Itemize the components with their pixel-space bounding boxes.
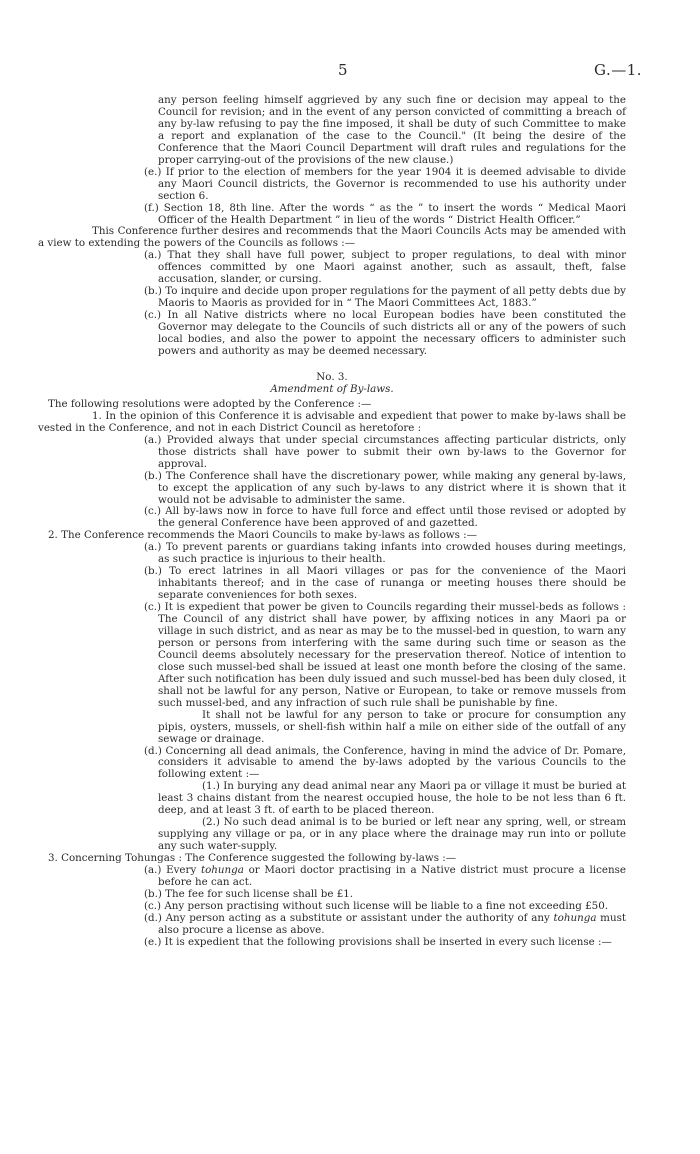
list-item: (b.) To erect latrines in all Maori villages or pas for the convenience of the Maori inhabitants thereof; and in the case of runanga or meeting houses there should be separate conveniences for both sexes.	[144, 565, 626, 602]
section-number: No. 3.	[316, 370, 348, 383]
text-run: (a.) Every	[144, 864, 201, 877]
list-item: (f.) Section 18, 8th line. After the words “ as the ” to insert the words “ Medical Maori Officer of the Health Department ” in lieu of the words “ District Health Officer.”	[144, 201, 626, 226]
text-run: must also procure a license as above.	[158, 911, 626, 936]
list-item: (b.) The fee for such license shall be £1.	[144, 887, 354, 900]
page-number: 5	[338, 61, 348, 79]
list-item: (a.) To prevent parents or guardians taking infants into crowded houses during meetings, as such practice is injurious to their health.	[144, 541, 626, 566]
numbered-paragraph: The following resolutions were adopted by the Conference :—	[48, 397, 372, 410]
list-item: (a.) Provided always that under special circumstances affecting particular districts, only those districts shall have power to submit their own by-laws to the Governor for approval.	[144, 433, 626, 470]
numbered-paragraph: 2. The Conference recommends the Maori Councils to make by-laws as follows :—	[48, 529, 477, 542]
paragraph: This Conference further desires and recommends that the Maori Councils Acts may be amended with a view to extending the powers of the Councils as follows :—	[38, 225, 626, 250]
list-item: (c.) Any person practising without such license will be liable to a fine not exceeding £50.	[144, 899, 609, 912]
list-item: (d.) Concerning all dead animals, the Conference, having in mind the advice of Dr. Pomare, considers it advisable to amend the by-laws adopted by the various Councils to the following extent :—	[144, 744, 626, 781]
sub-paragraph: It shall not be lawful for any person to take or procure for consumption any pipis, oysters, mussels, or shell-fish within half a mile on either side of the outfall of any sewage or drainage.	[158, 708, 626, 745]
italic-term: tohunga	[553, 911, 597, 924]
list-item	[38, 865, 626, 889]
sub-paragraph: (2.) No such dead animal is to be buried or left near any spring, well, or stream supplying any village or pa, or in any place where the drainage may run into or pollute any such water-supply.	[158, 816, 626, 853]
section-title	[38, 384, 626, 396]
numbered-paragraph: 3. Concerning Tohungas : The Conference suggested the following by-laws :—	[48, 852, 457, 865]
list-item: (b.) The Conference shall have the discretionary power, while making any general by-laws, to except the application of any such by-laws to any district where it is shown that it would not be advisable to administer the same.	[144, 469, 626, 506]
continued-paragraph: any person feeling himself aggrieved by any such fine or decision may appeal to the Council for revision; and in the event of any person convicted of committing a breach of any by-law refusing to pay the fine imposed, it shall be duty of such Committee to make a report and explanation of the case to the Council." (It being the desire of the Conference that the Maori Council Department will draft rules and regulations for the proper carrying-out of the provisions of the new clause.)	[158, 94, 626, 166]
document-body	[38, 95, 626, 949]
text-run: (d.) Any person acting as a substitute or assistant under the authority of any	[144, 911, 554, 924]
list-item: (b.) To inquire and decide upon proper regulations for the payment of all petty debts due by Maoris to Maoris as provided for in “ The Maori Committees Act, 1883.”	[144, 285, 626, 310]
paragraph: 1. In the opinion of this Conference it is advisable and expedient that power to make by-laws shall be vested in the Conference, and not in each District Council as heretofore :	[38, 409, 626, 434]
italic-term: tohunga	[200, 864, 244, 877]
list-item	[38, 913, 626, 937]
list-item: (c.) In all Native districts where no local European bodies have been constituted the Governor may delegate to the Councils of such districts all or any of the powers of such local bodies, and also the power to appoint the necessary officers to administer such powers and authority as may be deemed necessary.	[144, 309, 626, 358]
section-title-text: Amendment of By-laws.	[270, 382, 394, 395]
sub-paragraph: (1.) In burying any dead animal near any Maori pa or village it must be buried at least 3 chains distant from the nearest occupied house, the hole to be not less than 6 ft. deep, and at least 3 ft. of earth to be placed thereon.	[158, 780, 626, 817]
text-run: or Maori doctor practising in a Native district must procure a license before he can act.	[158, 864, 626, 888]
list-item: (c.) It is expedient that power be given to Councils regarding their mussel-beds as follows : The Council of any district shall have power, by affixing notices in any Maori pa or village in such district, and as near as may be to the mussel-bed in question, to warn any person or persons from interfering with the same during such time or season as the Council deems absolutely necessary for the preservation thereof. Notice of intention to close such mussel-bed shall be issued at least one month before the closing of the same. After such notification has been duly issued and such mussel-bed has been duly closed, it shall not be lawful for any person, Native or European, to take or remove mussels from such mussel-bed, and any infraction of such rule shall be punishable by fine.	[144, 601, 626, 709]
list-item: (e.) It is expedient that the following provisions shall be inserted in every such license :—	[144, 935, 612, 948]
list-item: (a.) That they shall have full power, subject to proper regulations, to deal with minor offences committed by one Maori against another, such as assault, theft, false accusation, slander, or cursing.	[144, 249, 626, 286]
list-item: (e.) If prior to the election of members for the year 1904 it is deemed advisable to divide any Maori Council districts, the Governor is recommended to use his authority under section 6.	[144, 165, 626, 202]
list-item: (c.) All by-laws now in force to have full force and effect until those revised or adopted by the general Conference have been approved of and gazetted.	[144, 505, 626, 530]
document-reference: G.—1.	[594, 61, 643, 79]
